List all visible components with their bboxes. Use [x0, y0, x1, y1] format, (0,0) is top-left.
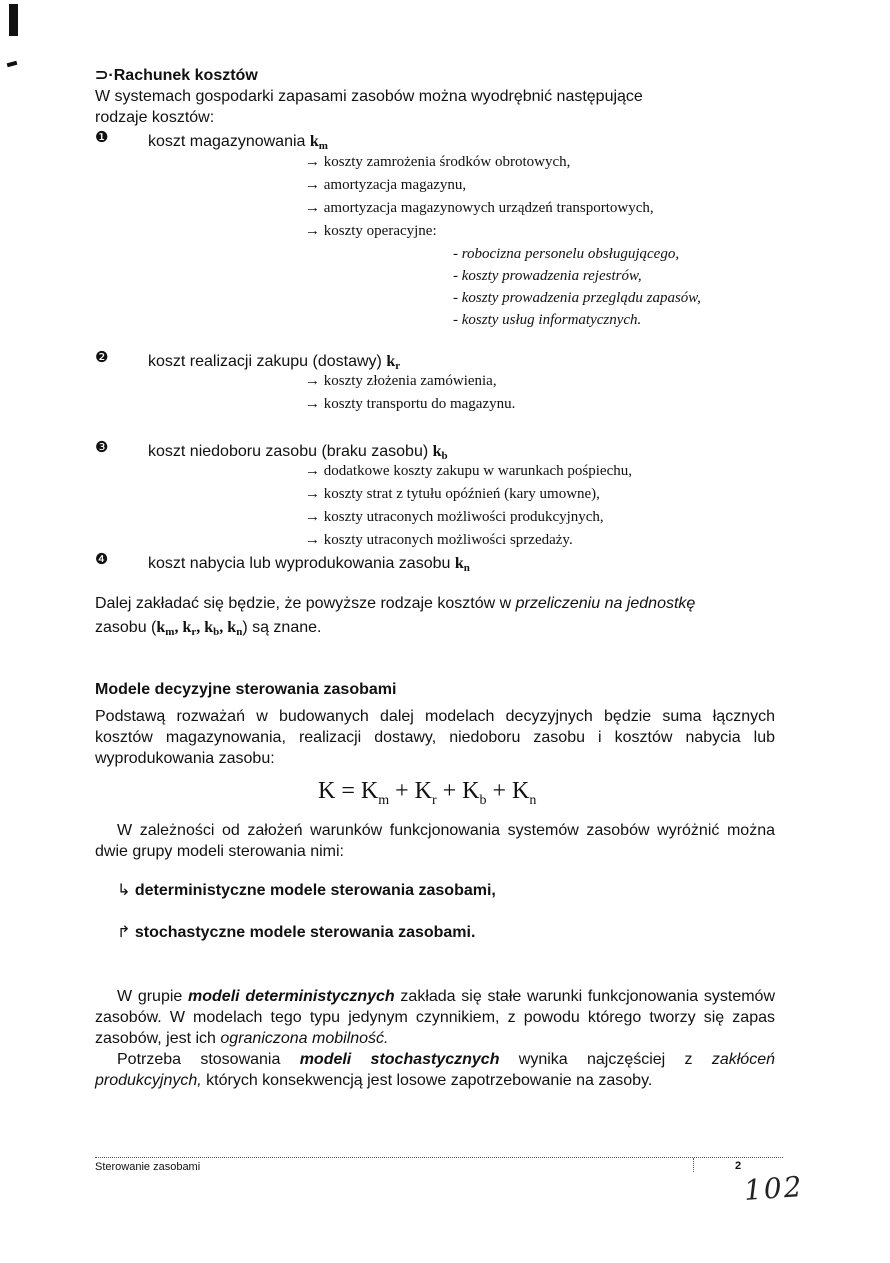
list-item: - koszty prowadzenia rejestrów,: [453, 268, 642, 284]
cost-4-title: koszt nabycia lub wyprodukowania zasobu $k_n$: [148, 555, 470, 574]
assumption-line-2: zasobu ($k_m$, $k_r$, $k_b$, $k_n$) są znane.: [95, 619, 322, 638]
assumption-line-1: Dalej zakładać się będzie, że powyższe rodzaje kosztów w przeliczeniu na jednostkę: [95, 595, 696, 612]
list-item: → koszty utraconych możliwości sprzedaży.: [305, 532, 573, 548]
arrow-icon: →: [305, 396, 324, 412]
list-item: → amortyzacja magazynowych urządzeń transportowych,: [305, 200, 654, 216]
arrow-icon: →: [305, 177, 324, 193]
arrow-icon: →: [305, 486, 324, 502]
cost-1-sublist: [453, 243, 701, 331]
cost-2-list: [305, 370, 515, 416]
scan-mark-top-left: [9, 4, 18, 36]
cost-3-title: koszt niedoboru zasobu (braku zasobu) $k_b$: [148, 443, 448, 462]
arrow-icon: →: [305, 373, 324, 389]
page-number: 2: [735, 1160, 742, 1172]
model-item-deterministic: ↳ deterministyczne modele sterowania zasobami,: [117, 880, 496, 899]
number-three-icon: ❸: [95, 438, 109, 456]
number-four-icon: ❹: [95, 550, 109, 568]
arrow-icon: →: [305, 532, 324, 548]
section-heading-costs: ⊃·Rachunek kosztów: [95, 67, 258, 84]
curved-arrow-icon: ↱: [117, 922, 131, 941]
cost-1-title: koszt magazynowania $k_m$: [148, 133, 328, 152]
number-one-icon: ❶: [95, 128, 109, 146]
list-item: → koszty zamrożenia środków obrotowych,: [305, 154, 571, 170]
list-item: - robocizna personelu obsługującego,: [453, 246, 680, 262]
footer-rule: [95, 1157, 783, 1158]
list-item: → amortyzacja magazynu,: [305, 177, 467, 193]
models-paragraph-2: W zależności od założeń warunków funkcjonowania systemów zasobów wyróżnić można dwie grupy modeli sterowania nimi:: [95, 822, 775, 860]
arrow-icon: →: [305, 509, 324, 525]
list-item: - koszty prowadzenia przeglądu zapasów,: [453, 290, 701, 306]
footer-separator: [693, 1158, 694, 1172]
list-item: → dodatkowe koszty zakupu w warunkach pośpiechu,: [305, 463, 632, 479]
cost-3-list: [305, 460, 632, 552]
models-paragraph-4: Potrzeba stosowania modeli stochastycznych wynika najczęściej z zakłóceń produkcyjnych, których konsekwencją jest losowe zapotrzebowanie na zasoby.: [95, 1051, 775, 1089]
models-paragraph-3: W grupie modeli deterministycznych zakłada się stałe warunki funkcjonowania systemów zasobów. W modelach tego typu jedynym czynnikiem, z powodu którego tworzy się zapas zasobów, jest ich ograniczona mobilność.: [95, 988, 776, 1047]
intro-line-1: W systemach gospodarki zapasami zasobów można wyodrębnić następujące: [95, 88, 643, 105]
arrow-icon: →: [305, 154, 324, 170]
cost-symbols: $k_m$, $k_r$, $k_b$, $k_n$: [156, 619, 243, 638]
number-two-icon: ❷: [95, 348, 109, 366]
section-heading-models: Modele decyzyjne sterowania zasobami: [95, 681, 397, 698]
intro-line-2: rodzaje kosztów:: [95, 109, 215, 126]
list-item: → koszty operacyjne:: [305, 223, 437, 239]
hook-arrow-icon: ⊃·: [95, 67, 114, 84]
arrow-icon: →: [305, 463, 324, 479]
footer-title: Sterowanie zasobami: [95, 1161, 201, 1173]
list-item: → koszty transportu do magazynu.: [305, 396, 516, 412]
cost-formula: $K = K_m + K_r + K_b + K_n$: [318, 778, 537, 808]
cost-2-title: koszt realizacji zakupu (dostawy) $k_r$: [148, 353, 401, 372]
list-item: → koszty utraconych możliwości produkcyjnych,: [305, 509, 604, 525]
curved-arrow-icon: ↳: [117, 880, 131, 899]
scan-mark-small: [7, 61, 18, 67]
model-item-stochastic: ↱ stochastyczne modele sterowania zasobami.: [117, 922, 476, 941]
cost-1-list: [305, 151, 654, 243]
arrow-icon: →: [305, 200, 324, 216]
list-item: → koszty strat z tytułu opóźnień (kary umowne),: [305, 486, 600, 502]
list-item: - koszty usług informatycznych.: [453, 312, 642, 328]
models-paragraph-1: Podstawą rozważań w budowanych dalej modelach decyzyjnych będzie suma łącznych kosztów magazynowania, realizacji dostawy, niedoboru zasobu i kosztów nabycia lub wyprodukowania zasobu:: [95, 708, 775, 767]
handwritten-page-number: 102: [742, 1169, 805, 1208]
list-item: → koszty złożenia zamówienia,: [305, 373, 497, 389]
arrow-icon: →: [305, 223, 324, 239]
